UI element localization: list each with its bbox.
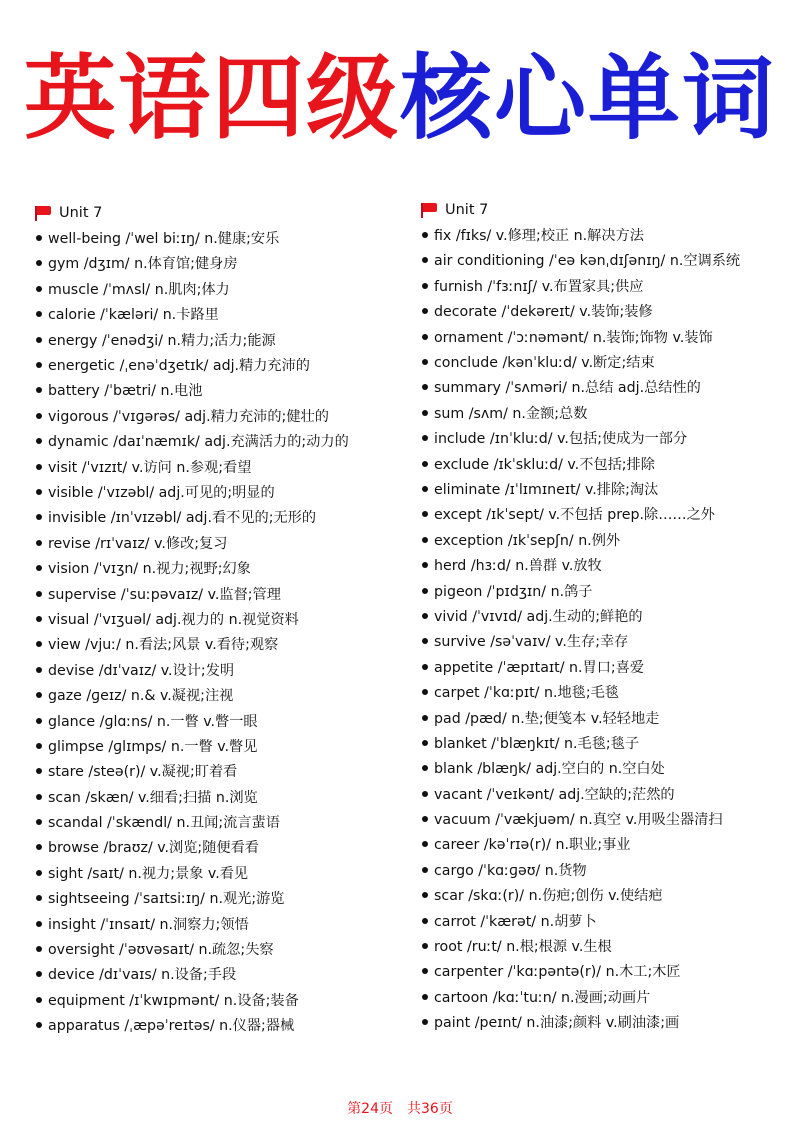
word-entry: vigorous /ˈvɪɡərəs/ adj.精力充沛的;健壮的 xyxy=(48,408,329,425)
list-item xyxy=(420,984,790,1009)
list-item xyxy=(420,299,790,324)
bullet-icon xyxy=(422,765,428,771)
bullet-icon xyxy=(422,994,428,1000)
word-entry: glimpse /ɡlɪmps/ n.一瞥 v.瞥见 xyxy=(48,738,258,755)
list-item xyxy=(34,733,404,758)
page-number: 第24页 xyxy=(347,1101,393,1117)
list-item xyxy=(34,479,404,504)
bullet-icon xyxy=(36,387,42,393)
list-item xyxy=(420,832,790,857)
word-entry: energy /ˈenədʒi/ n.精力;活力;能源 xyxy=(48,332,276,349)
bullet-icon xyxy=(422,537,428,543)
bullet-icon xyxy=(36,895,42,901)
word-entry: apparatus /ˌæpəˈreɪtəs/ n.仪器;器械 xyxy=(48,1018,295,1035)
list-item xyxy=(34,1013,404,1038)
word-entry: gym /dʒɪm/ n.体育馆;健身房 xyxy=(48,256,238,273)
word-entry: muscle /ˈmʌsl/ n.肌肉;体力 xyxy=(48,281,230,298)
word-entry: device /dɪˈvaɪs/ n.设备;手段 xyxy=(48,967,237,984)
unit-heading xyxy=(420,197,790,222)
list-item xyxy=(34,403,404,428)
unit-heading xyxy=(34,200,404,225)
list-item xyxy=(34,784,404,809)
word-entry: visual /ˈvɪʒuəl/ adj.视力的 n.视觉资料 xyxy=(48,611,299,628)
bullet-icon xyxy=(36,718,42,724)
list-item xyxy=(420,679,790,704)
list-item xyxy=(420,502,790,527)
word-entry: carpet /ˈkɑːpɪt/ n.地毯;毛毯 xyxy=(434,685,619,702)
bullet-icon xyxy=(422,283,428,289)
word-entry: air conditioning /ˈeə kənˌdɪʃənɪŋ/ n.空调系统 xyxy=(434,253,741,270)
bullet-icon xyxy=(36,971,42,977)
bullet-icon xyxy=(36,921,42,927)
list-item xyxy=(34,987,404,1012)
list-item xyxy=(34,708,404,733)
list-item xyxy=(34,962,404,987)
word-entry: gaze /ɡeɪz/ n.& v.凝视;注视 xyxy=(48,688,234,705)
bullet-icon xyxy=(422,791,428,797)
bullet-icon xyxy=(422,638,428,644)
list-item xyxy=(34,429,404,454)
list-item xyxy=(34,809,404,834)
list-item xyxy=(420,959,790,984)
list-item xyxy=(420,578,790,603)
list-item xyxy=(34,530,404,555)
word-entry: glance /ɡlɑːns/ n.一瞥 v.瞥一眼 xyxy=(48,713,258,730)
word-entry: pigeon /ˈpɪdʒɪn/ n.鸽子 xyxy=(434,583,593,600)
word-list xyxy=(34,225,404,1038)
list-item xyxy=(420,451,790,476)
word-entry: furnish /ˈfɜːnɪʃ/ v.布置家具;供应 xyxy=(434,278,644,295)
word-entry: paint /peɪnt/ n.油漆;颜料 v.刷油漆;画 xyxy=(434,1015,680,1032)
word-entry: oversight /ˈəʊvəsaɪt/ n.疏忽;失察 xyxy=(48,942,274,959)
bullet-icon xyxy=(36,794,42,800)
bullet-icon xyxy=(36,565,42,571)
list-item xyxy=(420,806,790,831)
word-entry: vivid /ˈvɪvɪd/ adj.生动的;鲜艳的 xyxy=(434,608,643,625)
word-entry: revise /rɪˈvaɪz/ v.修改;复习 xyxy=(48,535,228,552)
word-entry: visit /ˈvɪzɪt/ v.访问 n.参观;看望 xyxy=(48,459,252,476)
word-entry: energetic /ˌenəˈdʒetɪk/ adj.精力充沛的 xyxy=(48,358,310,375)
list-item xyxy=(420,273,790,298)
bullet-icon xyxy=(422,359,428,365)
page-title xyxy=(0,44,800,154)
bullet-icon xyxy=(422,613,428,619)
bullet-icon xyxy=(36,667,42,673)
bullet-icon xyxy=(36,591,42,597)
list-item xyxy=(34,581,404,606)
list-item xyxy=(420,527,790,552)
list-item xyxy=(420,883,790,908)
bullet-icon xyxy=(422,968,428,974)
word-entry: visible /ˈvɪzəbl/ adj.可见的;明显的 xyxy=(48,484,275,501)
word-entry: invisible /ɪnˈvɪzəbl/ adj.看不见的;无形的 xyxy=(48,510,317,527)
list-item xyxy=(420,756,790,781)
word-entry: scar /skɑː(r)/ n.伤疤;创伤 v.使结疤 xyxy=(434,888,663,905)
list-item xyxy=(420,375,790,400)
word-entry: carpenter /ˈkɑːpəntə(r)/ n.木工;木匠 xyxy=(434,964,681,981)
bullet-icon xyxy=(422,892,428,898)
list-item xyxy=(34,911,404,936)
word-entry: sum /sʌm/ n.金额;总数 xyxy=(434,405,588,422)
bullet-icon xyxy=(36,1022,42,1028)
title-part-red: 英语四级 xyxy=(23,45,400,152)
word-entry: exception /ɪkˈsepʃn/ n.例外 xyxy=(434,532,621,549)
list-item xyxy=(34,632,404,657)
list-item xyxy=(420,654,790,679)
list-item xyxy=(34,352,404,377)
bullet-icon xyxy=(36,514,42,520)
bullet-icon xyxy=(36,616,42,622)
word-entry: include /ɪnˈkluːd/ v.包括;使成为一部分 xyxy=(434,431,688,448)
bullet-icon xyxy=(422,486,428,492)
unit-label: Unit 7 xyxy=(59,204,103,221)
bullet-icon xyxy=(36,768,42,774)
left-column xyxy=(34,200,404,1038)
list-item xyxy=(34,936,404,961)
word-entry: equipment /ɪˈkwɪpmənt/ n.设备;装备 xyxy=(48,992,299,1009)
list-item xyxy=(34,276,404,301)
word-entry: scandal /ˈskændl/ n.丑闻;流言蜚语 xyxy=(48,815,280,832)
word-entry: exclude /ɪkˈskluːd/ v.不包括;排除 xyxy=(434,456,655,473)
list-item xyxy=(34,505,404,530)
bullet-icon xyxy=(36,870,42,876)
bullet-icon xyxy=(422,816,428,822)
bullet-icon xyxy=(36,743,42,749)
bullet-icon xyxy=(422,664,428,670)
word-list xyxy=(420,222,790,1035)
bullet-icon xyxy=(36,260,42,266)
page-total: 共36页 xyxy=(407,1101,453,1117)
word-entry: fix /fɪks/ v.修理;校正 n.解决方法 xyxy=(434,228,644,245)
word-entry: cartoon /kɑːˈtuːn/ n.漫画;动画片 xyxy=(434,989,651,1006)
list-item xyxy=(34,327,404,352)
bullet-icon xyxy=(36,844,42,850)
word-entry: blanket /ˈblæŋkɪt/ n.毛毯;毯子 xyxy=(434,735,640,752)
word-entry: career /kəˈrɪə(r)/ n.职业;事业 xyxy=(434,837,631,854)
bullet-icon xyxy=(36,819,42,825)
list-item xyxy=(420,705,790,730)
bullet-icon xyxy=(422,562,428,568)
word-entry: devise /dɪˈvaɪz/ v.设计;发明 xyxy=(48,662,235,679)
bullet-icon xyxy=(36,946,42,952)
list-item xyxy=(420,933,790,958)
list-item xyxy=(34,606,404,631)
right-column xyxy=(420,197,790,1035)
list-item xyxy=(420,248,790,273)
list-item xyxy=(420,603,790,628)
page-footer xyxy=(0,1098,800,1118)
bullet-icon xyxy=(36,641,42,647)
red-flag-icon xyxy=(420,202,438,218)
bullet-icon xyxy=(36,540,42,546)
bullet-icon xyxy=(36,337,42,343)
bullet-icon xyxy=(422,511,428,517)
word-entry: vacant /ˈveɪkənt/ adj.空缺的;茫然的 xyxy=(434,786,675,803)
bullet-icon xyxy=(422,715,428,721)
word-entry: vacuum /ˈvækjuəm/ n.真空 v.用吸尘器清扫 xyxy=(434,812,723,829)
word-entry: ornament /ˈɔːnəmənt/ n.装饰;饰物 v.装饰 xyxy=(434,329,713,346)
word-entry: scan /skæn/ v.细看;扫描 n.浏览 xyxy=(48,789,258,806)
word-entry: appetite /ˈæpɪtaɪt/ n.胃口;喜爱 xyxy=(434,659,645,676)
bullet-icon xyxy=(36,286,42,292)
bullet-icon xyxy=(422,410,428,416)
word-entry: supervise /ˈsuːpəvaɪz/ v.监督;管理 xyxy=(48,586,281,603)
word-entry: summary /ˈsʌməri/ n.总结 adj.总结性的 xyxy=(434,380,701,397)
list-item xyxy=(34,225,404,250)
word-entry: battery /ˈbætri/ n.电池 xyxy=(48,383,203,400)
bullet-icon xyxy=(36,235,42,241)
bullet-icon xyxy=(422,1019,428,1025)
list-item xyxy=(34,657,404,682)
list-item xyxy=(420,1010,790,1035)
word-entry: cargo /ˈkɑːɡəʊ/ n.货物 xyxy=(434,862,587,879)
bullet-icon xyxy=(422,841,428,847)
bullet-icon xyxy=(36,692,42,698)
list-item xyxy=(420,908,790,933)
red-flag-icon xyxy=(34,205,52,221)
list-item xyxy=(34,251,404,276)
list-item xyxy=(34,555,404,580)
bullet-icon xyxy=(36,489,42,495)
bullet-icon xyxy=(422,232,428,238)
list-item xyxy=(420,349,790,374)
bullet-icon xyxy=(422,257,428,263)
list-item xyxy=(420,781,790,806)
bullet-icon xyxy=(36,997,42,1003)
bullet-icon xyxy=(422,689,428,695)
title-part-blue: 核心单词 xyxy=(400,45,777,152)
word-entry: dynamic /daɪˈnæmɪk/ adj.充满活力的;动力的 xyxy=(48,434,349,451)
list-item xyxy=(420,400,790,425)
bullet-icon xyxy=(36,438,42,444)
bullet-icon xyxy=(422,867,428,873)
list-item xyxy=(34,682,404,707)
bullet-icon xyxy=(36,311,42,317)
unit-label: Unit 7 xyxy=(445,201,489,218)
word-entry: stare /steə(r)/ v.凝视;盯着看 xyxy=(48,764,238,781)
word-entry: conclude /kənˈkluːd/ v.断定;结束 xyxy=(434,355,655,372)
list-item xyxy=(420,730,790,755)
word-entry: calorie /ˈkæləri/ n.卡路里 xyxy=(48,307,219,324)
list-item xyxy=(420,552,790,577)
bullet-icon xyxy=(36,413,42,419)
bullet-icon xyxy=(422,334,428,340)
word-entry: eliminate /ɪˈlɪmɪneɪt/ v.排除;淘汰 xyxy=(434,481,659,498)
bullet-icon xyxy=(422,308,428,314)
bullet-icon xyxy=(422,918,428,924)
word-entry: except /ɪkˈsept/ v.不包括 prep.除……之外 xyxy=(434,507,715,524)
word-entry: root /ruːt/ n.根;根源 v.生根 xyxy=(434,939,612,956)
list-item xyxy=(420,476,790,501)
list-item xyxy=(34,860,404,885)
word-entry: herd /hɜːd/ n.兽群 v.放牧 xyxy=(434,558,602,575)
list-item xyxy=(420,222,790,247)
word-entry: blank /blæŋk/ adj.空白的 n.空白处 xyxy=(434,761,665,778)
list-item xyxy=(420,426,790,451)
list-item xyxy=(34,454,404,479)
word-entry: vision /ˈvɪʒn/ n.视力;视野;幻象 xyxy=(48,561,251,578)
word-entry: decorate /ˈdekəreɪt/ v.装饰;装修 xyxy=(434,304,653,321)
bullet-icon xyxy=(422,384,428,390)
list-item xyxy=(34,886,404,911)
word-entry: survive /səˈvaɪv/ v.生存;幸存 xyxy=(434,634,629,651)
word-entry: view /vjuː/ n.看法;风景 v.看待;观察 xyxy=(48,637,279,654)
list-item xyxy=(420,857,790,882)
bullet-icon xyxy=(422,461,428,467)
list-item xyxy=(420,629,790,654)
bullet-icon xyxy=(422,588,428,594)
bullet-icon xyxy=(422,943,428,949)
list-item xyxy=(34,378,404,403)
word-entry: carrot /ˈkærət/ n.胡萝卜 xyxy=(434,913,597,930)
word-entry: pad /pæd/ n.垫;便笺本 v.轻轻地走 xyxy=(434,710,660,727)
word-entry: insight /ˈɪnsaɪt/ n.洞察力;领悟 xyxy=(48,916,249,933)
word-entry: well-being /ˈwel biːɪŋ/ n.健康;安乐 xyxy=(48,231,280,248)
bullet-icon xyxy=(36,362,42,368)
list-item xyxy=(34,302,404,327)
bullet-icon xyxy=(422,740,428,746)
list-item xyxy=(34,759,404,784)
bullet-icon xyxy=(422,435,428,441)
word-entry: browse /braʊz/ v.浏览;随便看看 xyxy=(48,840,259,857)
bullet-icon xyxy=(36,464,42,470)
word-entry: sightseeing /ˈsaɪtsiːɪŋ/ n.观光;游览 xyxy=(48,891,285,908)
list-item xyxy=(420,324,790,349)
list-item xyxy=(34,835,404,860)
word-entry: sight /saɪt/ n.视力;景象 v.看见 xyxy=(48,865,249,882)
